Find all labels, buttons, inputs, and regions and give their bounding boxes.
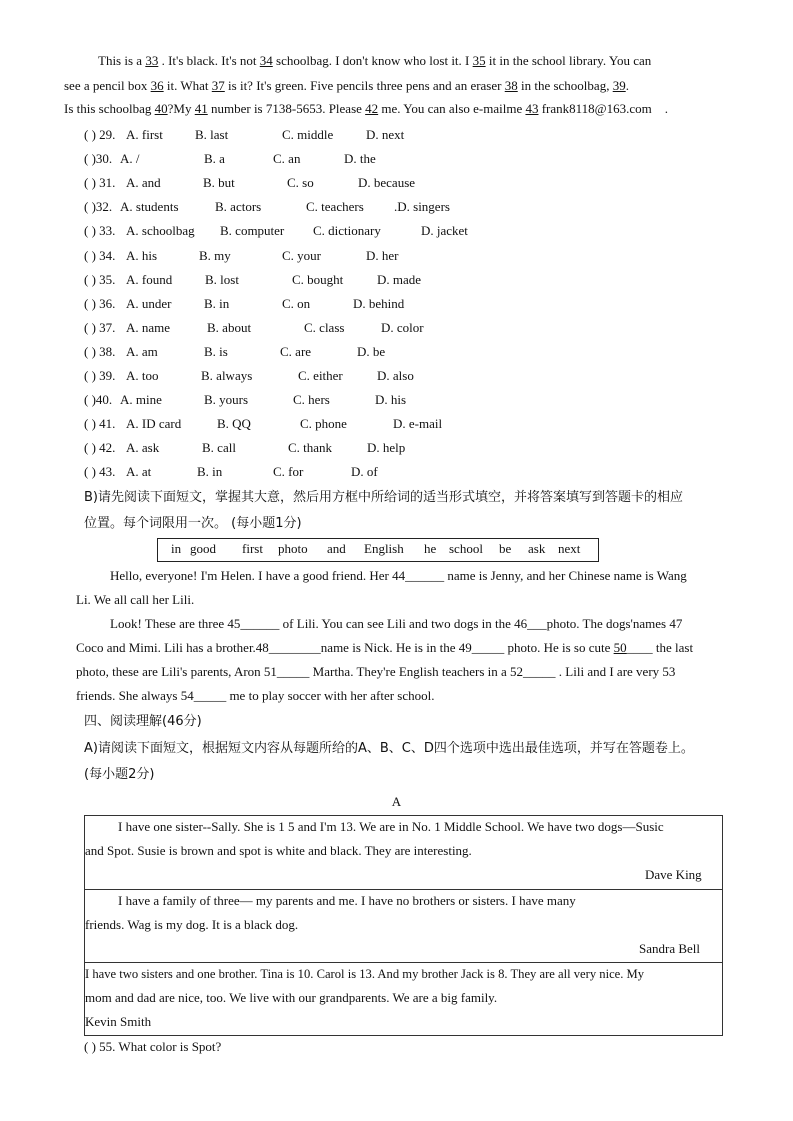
blank-50: 50: [613, 640, 627, 655]
question-number: ( ) 38.: [84, 343, 116, 359]
answer-option: D. of: [351, 464, 378, 480]
question-row: [84, 319, 484, 337]
answer-option: C. bought: [292, 271, 344, 287]
answer-option: B. is: [204, 343, 228, 359]
passage-b-line: Coco and Mimi. Lili has a brother.48________name is Nick. He is in the 49_____ photo. He is so cute 50____ the last: [76, 640, 694, 655]
word-bank-item: first: [242, 541, 263, 556]
blank-41: 41: [194, 101, 208, 116]
question-row: [84, 271, 484, 289]
blank-43: 43: [525, 101, 539, 116]
word-bank-item: photo: [278, 541, 308, 556]
answer-option: A. mine: [120, 392, 162, 408]
cloze-line-2: see a pencil box 36 it. What 37 is it? It's green. Five pencils three pens and an eraser 38 in the schoolbag, 39.: [64, 78, 629, 93]
answer-option: B. computer: [220, 223, 285, 239]
answer-option: C. middle: [282, 127, 334, 142]
answer-option: A. am: [126, 343, 158, 359]
answer-option: A. ID card: [126, 416, 182, 432]
answer-option: D. be: [357, 343, 386, 359]
question-row: [84, 439, 484, 457]
question-row: [84, 415, 484, 433]
question-number: ( )40.: [84, 392, 113, 408]
answer-option: A. at: [126, 464, 152, 480]
word-bank-item: next: [558, 541, 581, 556]
blank-38: 38: [504, 78, 518, 93]
answer-option: B. a: [204, 151, 225, 167]
cell-text: and Spot. Susie is brown and spot is white and black. They are interesting.: [85, 843, 472, 858]
table-cell-dave: [85, 816, 723, 890]
answer-option: D. made: [377, 271, 422, 287]
cell-text: friends. Wag is my dog. It is a black dog.: [85, 917, 299, 932]
answer-option: C. an: [273, 151, 301, 167]
answer-option: D. e-mail: [393, 416, 443, 432]
question-number: ( ) 34.: [84, 247, 116, 263]
table-cell-sandra: [85, 890, 723, 963]
word-bank-item: be: [499, 541, 512, 556]
passage-b-line: Look! These are three 45______ of Lili. You can see Lili and two dogs in the 46___photo. The dogs'names 47: [110, 616, 683, 631]
answer-option: C. class: [304, 319, 345, 335]
word-bank-item: school: [449, 541, 483, 556]
blank-34: 34: [259, 53, 273, 68]
answer-option: B. in: [197, 464, 223, 480]
question-row: [84, 247, 484, 265]
answer-option: B. but: [203, 175, 235, 191]
word-bank-item: and: [327, 541, 346, 556]
cell-text: mom and dad are nice, too. We live with our grandparents. We are a big family.: [85, 990, 498, 1005]
answer-option: C. for: [273, 464, 304, 480]
answer-option: C. hers: [293, 392, 330, 408]
section-b-instruction-2: 位置。每个词限用一次。 (每小题1分): [84, 516, 302, 531]
answer-option: C. so: [287, 175, 314, 191]
answer-option: D. help: [367, 440, 406, 456]
blank-33: 33: [145, 53, 159, 68]
signature: Sandra Bell: [639, 941, 701, 956]
answer-option: C. on: [282, 295, 311, 311]
signature: Dave King: [645, 867, 702, 882]
answer-option: B. QQ: [217, 416, 251, 432]
answer-option: A. first: [126, 127, 163, 142]
table-row: [85, 816, 723, 890]
question-row: [84, 174, 484, 192]
question-row: [84, 343, 484, 361]
answer-option: D. jacket: [421, 223, 468, 239]
passage-b-line: friends. She always 54_____ me to play soccer with her after school.: [76, 688, 435, 703]
answer-option: D. because: [358, 175, 416, 191]
section-iv-instruction-2: (每小题2分): [84, 767, 155, 782]
question-number: ( ) 33.: [84, 223, 116, 239]
table-row: [85, 890, 723, 963]
blank-35: 35: [472, 53, 486, 68]
word-bank-item: he: [424, 541, 437, 556]
word-bank-item: English: [364, 541, 404, 556]
answer-option: B. always: [201, 368, 253, 383]
passage-a-table: [84, 815, 723, 1036]
answer-option: B. in: [204, 295, 230, 311]
answer-option: B. my: [199, 247, 231, 263]
cloze-line-3: Is this schoolbag 40?My 41 number is 7138-5653. Please 42 me. You can also e-mailme 43 frank8118@163.com .: [64, 101, 669, 116]
answer-option: A. and: [126, 175, 161, 191]
question-number: ( )32.: [84, 199, 113, 215]
question-row: [84, 150, 484, 168]
answer-option: A. too: [126, 368, 159, 383]
blank-42: 42: [365, 101, 379, 116]
answer-option: A. students: [120, 199, 179, 215]
question-number: ( ) 31.: [84, 175, 116, 191]
answer-option: D. also: [377, 368, 414, 383]
answer-option: D. color: [381, 319, 424, 335]
answer-option: C. thank: [288, 440, 333, 456]
answer-option: B. about: [207, 319, 252, 335]
question-row: [84, 367, 484, 385]
passage-b-line: Li. We all call her Lili.: [76, 592, 195, 607]
question-number: ( ) 43.: [84, 464, 116, 480]
cell-text: I have two sisters and one brother. Tina is 10. Carol is 13. And my brother Jack is 8. They are all very nice. My: [85, 967, 645, 981]
word-bank-item: good: [190, 541, 216, 556]
passage-b-line: photo, these are Lili's parents, Aron 51_____ Martha. They're English teachers in a 52_____ . Lili and I are very 53: [76, 664, 676, 679]
answer-option: D. behind: [353, 295, 405, 311]
answer-option: A. found: [126, 271, 173, 287]
answer-option: B. yours: [204, 392, 249, 408]
table-cell-kevin: [85, 963, 723, 1036]
word-bank-item: in: [171, 541, 182, 556]
question-number: ( ) 36.: [84, 295, 116, 311]
answer-option: B. lost: [205, 271, 239, 287]
section-b-instruction-1: B)请先阅读下面短文，掌握其大意，然后用方框中所给词的适当形式填空，并将答案填写到答题卡的相应: [84, 490, 683, 505]
answer-option: D. next: [366, 127, 405, 142]
question-row: [84, 126, 484, 144]
answer-option: D. the: [344, 151, 376, 167]
answer-option: C. dictionary: [313, 223, 381, 239]
cloze-line-1: This is a 33 . It's black. It's not 34 schoolbag. I don't know who lost it. I 35 it in the school library. You can: [98, 53, 652, 68]
word-bank-item: ask: [528, 541, 546, 556]
question-number: ( ) 37.: [84, 319, 116, 335]
answer-option: A. name: [126, 319, 171, 335]
question-number: ( ) 41.: [84, 416, 116, 432]
blank-37: 37: [211, 78, 225, 93]
question-row: [84, 391, 484, 409]
section-iv-title: 四、阅读理解(46分): [84, 714, 202, 729]
blank-36: 36: [150, 78, 164, 93]
word-bank-box: [157, 538, 599, 562]
table-row: [85, 963, 723, 1036]
cell-text: I have a family of three— my parents and me. I have no brothers or sisters. I have many: [118, 893, 576, 908]
question-number: ( ) 35.: [84, 271, 116, 287]
blank-40: 40: [154, 101, 168, 116]
section-iv-instruction-1: A)请阅读下面短文，根据短文内容从每题所给的A、B、C、D四个选项中选出最佳选项，并写在答题卷上。: [84, 741, 694, 756]
question-row: [84, 295, 484, 313]
answer-option: D. his: [375, 392, 407, 408]
question-number: ( ) 42.: [84, 440, 116, 456]
answer-option: A. ask: [126, 440, 160, 456]
question-55: ( ) 55. What color is Spot?: [84, 1039, 222, 1054]
answer-option: C. are: [280, 343, 312, 359]
answer-option: D. her: [366, 247, 399, 263]
answer-option: A. under: [126, 295, 172, 311]
answer-option: A. his: [126, 247, 158, 263]
cell-text: I have one sister--Sally. She is 1 5 and I'm 13. We are in No. 1 Middle School. We have two dogs—Susic: [118, 819, 664, 834]
answer-option: .D. singers: [394, 199, 450, 215]
signature: Kevin Smith: [85, 1014, 152, 1029]
answer-option: C. phone: [300, 416, 347, 432]
answer-option: C. either: [298, 368, 343, 383]
answer-option: A. /: [120, 151, 140, 167]
answer-option: B. last: [195, 127, 229, 142]
answer-option: A. schoolbag: [126, 223, 195, 239]
answer-option: C. teachers: [306, 199, 364, 215]
passage-label: A: [391, 794, 402, 809]
question-row: [84, 198, 484, 216]
question-row: [84, 463, 484, 481]
question-row: [84, 222, 484, 240]
question-number: ( ) 39.: [84, 368, 116, 383]
answer-option: C. your: [282, 247, 321, 263]
question-number: ( )30.: [84, 151, 113, 167]
answer-option: B. call: [202, 440, 236, 456]
question-number: ( ) 29.: [84, 127, 116, 142]
blank-39: 39: [612, 78, 626, 93]
answer-option: B. actors: [215, 199, 262, 215]
passage-b-line: Hello, everyone! I'm Helen. I have a good friend. Her 44______ name is Jenny, and her Chinese name is Wang: [110, 568, 687, 583]
